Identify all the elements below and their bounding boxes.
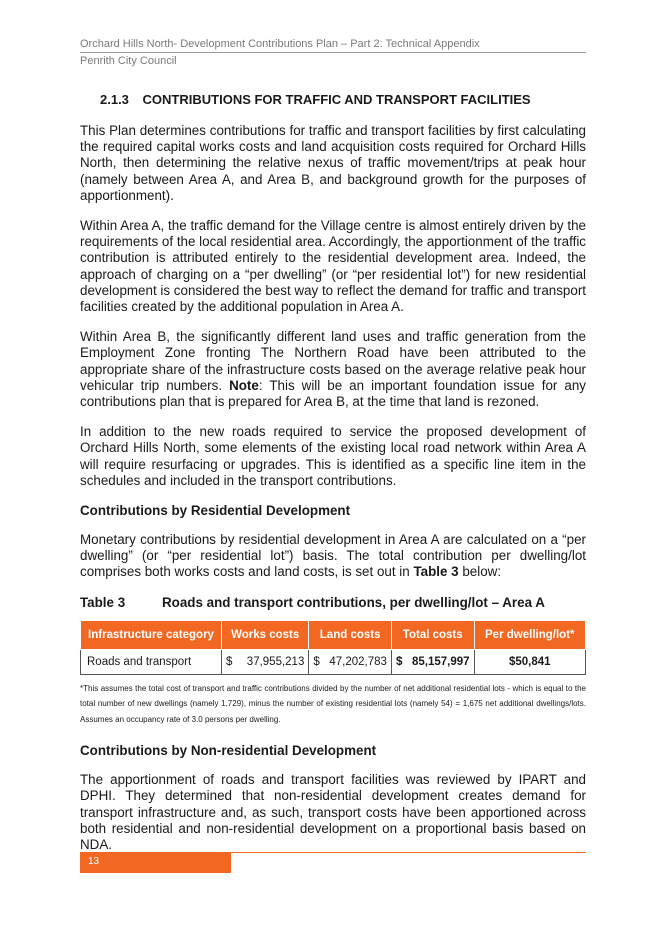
works-value: 37,955,213 [246, 655, 305, 668]
section-heading [100, 92, 586, 107]
cell-per-dwelling: $50,841 [474, 649, 585, 674]
header-divider [80, 52, 586, 53]
paragraph-residential [80, 532, 586, 581]
document-header-title: Orchard Hills North- Development Contributions Plan – Part 2: Technical Appendix [80, 38, 480, 50]
currency-symbol: $ [313, 655, 320, 668]
section-title: CONTRIBUTIONS FOR TRAFFIC AND TRANSPORT FACILITIES [142, 92, 531, 107]
paragraph-area-a: Within Area A, the traffic demand for the Village centre is almost entirely driven by the requirements of the local residential area. Accordingly, the apportionment of the traffic contribution is attributed entirely to the residential development area. Indeed, the approach of charging on a “per dwelling” (or “per residential lot”) for new residential development is considered the best way to reflect the demand for traffic and transport facilities created by the additional population in Area A. [80, 218, 586, 315]
contributions-table [80, 620, 586, 675]
paragraph-intro: This Plan determines contributions for traffic and transport facilities by first calculating the required capital works costs and land acquisition costs required for Orchard Hills North, then determining the relative nexus of traffic movement/trips at peak hour (namely between Area A, and Area B, and background growth for the purposes of apportionment). [80, 123, 586, 203]
table-row [81, 649, 586, 674]
currency-symbol: $ [226, 655, 233, 668]
table-footnote: *This assumes the total cost of transport and traffic contributions divided by the number of net additional residential lots - which is equal to the total number of new dwellings (namely 1,729), minus the number of existing residential lots (namely 54) = 1,675 net additional dwellings/lots. Assumes an occupancy rate of 3.0 persons per dwelling. [80, 683, 586, 724]
document-header-council: Penrith City Council [80, 55, 177, 67]
page-number: 13 [80, 853, 231, 873]
table-header-row [81, 620, 586, 649]
section-number: 2.1.3 [100, 92, 129, 107]
header-total-costs: Total costs [391, 620, 474, 649]
page-content [80, 92, 586, 867]
table-title: Roads and transport contributions, per dwelling/lot – Area A [162, 594, 545, 610]
header-works-costs: Works costs [222, 620, 309, 649]
residential-text: Monetary contributions by residential development in Area A are calculated on a “per dwelling” (or “per residential lot”) basis. The total contribution per dwelling/lot comprises both works costs and land costs, is set out in [80, 532, 586, 580]
paragraph-existing-roads: In addition to the new roads required to service the proposed development of Orchard Hills North, some elements of the existing local road network within Area A will require resurfacing or upgrades. This is identified as a specific line item in the schedules and included in the transport contributions. [80, 424, 586, 488]
header-infrastructure-category: Infrastructure category [81, 620, 222, 649]
note-text: : This will be an important foundation issue for any contributions plan that is prepared for Area B, at the time that land is rezoned. [80, 377, 586, 410]
cell-category: Roads and transport [81, 649, 222, 674]
currency-symbol: $ [395, 655, 403, 668]
cell-land-costs [309, 649, 392, 674]
note-label: Note [229, 377, 259, 393]
residential-text-end: below: [462, 564, 502, 580]
heading-non-residential: Contributions by Non-residential Development [80, 743, 377, 759]
heading-residential: Contributions by Residential Development [80, 503, 351, 519]
total-value: 85,157,997 [411, 655, 470, 668]
table-caption [80, 595, 586, 610]
header-land-costs: Land costs [309, 620, 392, 649]
paragraph-non-residential: The apportionment of roads and transport facilities was reviewed by IPART and DPHI. They determined that non-residential development creates demand for transport infrastructure and, as such, transport costs have been apportioned across both residential and non-residential development on a proportional basis based on NDA. [80, 772, 586, 852]
table-number: Table 3 [80, 594, 126, 610]
cell-works-costs [222, 649, 309, 674]
cell-total-costs [391, 649, 474, 674]
table-reference: Table 3 [413, 564, 459, 580]
area-b-text: Within Area B, the significantly different land uses and traffic generation from the Employment Zone fronting The Northern Road have been attributed to the appropriate share of the infrastructure costs based on the average relative peak hour vehicular trip numbers. [80, 329, 586, 393]
land-value: 47,202,783 [329, 655, 387, 668]
header-per-dwelling: Per dwelling/lot* [474, 620, 585, 649]
paragraph-area-b [80, 329, 586, 410]
